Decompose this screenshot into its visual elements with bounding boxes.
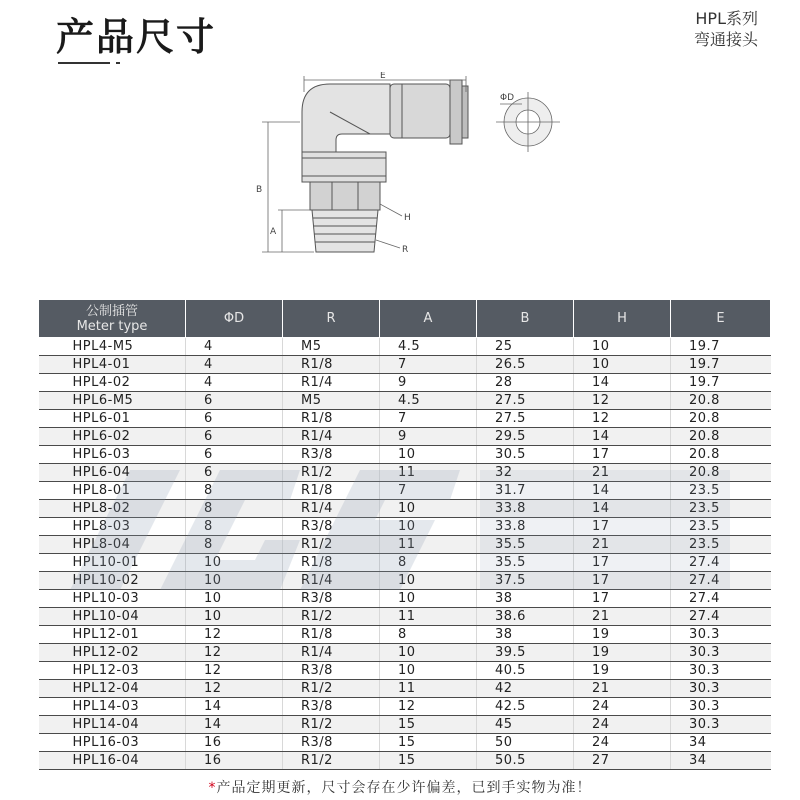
release-ring	[450, 80, 462, 144]
cell-h: 14	[574, 428, 671, 446]
table-row	[39, 608, 771, 626]
cell-h: 27	[574, 752, 671, 770]
header-b: B	[477, 300, 574, 338]
cell-model: HPL6-02	[39, 428, 186, 446]
title-underline	[58, 62, 110, 64]
cell-e: 27.4	[671, 608, 771, 626]
header-cell-line1: 公制插管	[85, 303, 138, 319]
cell-b: 35.5	[477, 536, 574, 554]
cell-a: 7	[380, 356, 477, 374]
table-row	[39, 428, 771, 446]
cell-thread: R3/8	[283, 662, 380, 680]
footnote-star: *	[208, 780, 217, 796]
cell-b: 50	[477, 734, 574, 752]
table-row	[39, 482, 771, 500]
cell-model: HPL12-02	[39, 644, 186, 662]
cell-thread: R3/8	[283, 590, 380, 608]
header-e: E	[671, 300, 771, 338]
table-row	[39, 464, 771, 482]
cell-e: 20.8	[671, 410, 771, 428]
header-a: A	[380, 300, 477, 338]
cell-b: 27.5	[477, 392, 574, 410]
cell-b: 38	[477, 626, 574, 644]
table-row	[39, 716, 771, 734]
dimension-table	[38, 299, 771, 770]
cell-b: 35.5	[477, 554, 574, 572]
cell-h: 21	[574, 608, 671, 626]
cell-h: 12	[574, 392, 671, 410]
table-row	[39, 446, 771, 464]
table-row	[39, 680, 771, 698]
label-H: H	[404, 213, 411, 223]
cell-thread: R1/8	[283, 410, 380, 428]
series-name: HPL系列	[695, 9, 758, 28]
page-title: 产品尺寸	[56, 15, 217, 59]
table-row	[39, 572, 771, 590]
cell-a: 9	[380, 428, 477, 446]
cell-a: 8	[380, 554, 477, 572]
cell-thread: R1/2	[283, 464, 380, 482]
table-row	[39, 536, 771, 554]
header-meter-type	[39, 300, 186, 338]
cell-e: 30.3	[671, 716, 771, 734]
cell-a: 15	[380, 716, 477, 734]
cell-diameter: 14	[186, 716, 283, 734]
elbow-body	[302, 84, 390, 152]
cell-e: 23.5	[671, 518, 771, 536]
cell-h: 21	[574, 464, 671, 482]
cell-a: 10	[380, 500, 477, 518]
series-label	[694, 8, 758, 50]
cell-diameter: 4	[186, 374, 283, 392]
cell-a: 7	[380, 482, 477, 500]
table-row	[39, 698, 771, 716]
cell-model: HPL8-02	[39, 500, 186, 518]
cell-model: HPL12-04	[39, 680, 186, 698]
cell-e: 30.3	[671, 698, 771, 716]
cell-b: 26.5	[477, 356, 574, 374]
cell-b: 33.8	[477, 500, 574, 518]
body-shank	[302, 152, 386, 182]
cell-b: 39.5	[477, 644, 574, 662]
thread-section	[312, 210, 378, 252]
cell-h: 19	[574, 644, 671, 662]
cell-model: HPL14-04	[39, 716, 186, 734]
cell-a: 4.5	[380, 338, 477, 356]
cell-b: 31.7	[477, 482, 574, 500]
cell-diameter: 10	[186, 590, 283, 608]
cell-b: 30.5	[477, 446, 574, 464]
cell-model: HPL6-04	[39, 464, 186, 482]
header-cell-line2: Meter type	[76, 318, 148, 334]
cell-diameter: 16	[186, 734, 283, 752]
table-row	[39, 410, 771, 428]
cell-b: 32	[477, 464, 574, 482]
cell-diameter: 6	[186, 464, 283, 482]
cell-diameter: 6	[186, 410, 283, 428]
cell-e: 34	[671, 734, 771, 752]
table-row	[39, 338, 771, 356]
series-description: 弯通接头	[693, 30, 758, 49]
cell-diameter: 16	[186, 752, 283, 770]
cell-thread: R1/2	[283, 680, 380, 698]
table-row	[39, 518, 771, 536]
table-row	[39, 500, 771, 518]
cell-h: 14	[574, 482, 671, 500]
table-row	[39, 734, 771, 752]
cell-diameter: 4	[186, 356, 283, 374]
title-underline-dot	[116, 62, 120, 64]
cell-e: 27.4	[671, 572, 771, 590]
label-E: E	[380, 72, 386, 81]
cell-model: HPL8-03	[39, 518, 186, 536]
table-row	[39, 626, 771, 644]
cell-model: HPL12-03	[39, 662, 186, 680]
cell-e: 20.8	[671, 446, 771, 464]
cell-e: 27.4	[671, 554, 771, 572]
cell-b: 38	[477, 590, 574, 608]
cell-h: 24	[574, 716, 671, 734]
cell-h: 12	[574, 410, 671, 428]
cell-model: HPL12-01	[39, 626, 186, 644]
cell-model: HPL10-04	[39, 608, 186, 626]
cell-diameter: 6	[186, 446, 283, 464]
cell-diameter: 10	[186, 608, 283, 626]
cell-a: 10	[380, 662, 477, 680]
cell-a: 11	[380, 680, 477, 698]
cell-thread: R1/4	[283, 572, 380, 590]
cell-model: HPL4-01	[39, 356, 186, 374]
cell-e: 19.7	[671, 374, 771, 392]
cell-thread: R1/8	[283, 554, 380, 572]
cell-thread: R1/8	[283, 626, 380, 644]
cell-thread: M5	[283, 338, 380, 356]
cell-h: 17	[574, 446, 671, 464]
cell-model: HPL16-03	[39, 734, 186, 752]
cell-thread: R1/2	[283, 716, 380, 734]
push-collar	[390, 84, 450, 138]
cell-thread: R1/4	[283, 428, 380, 446]
cell-e: 34	[671, 752, 771, 770]
cell-h: 14	[574, 374, 671, 392]
cell-a: 7	[380, 410, 477, 428]
cell-diameter: 6	[186, 428, 283, 446]
cell-b: 25	[477, 338, 574, 356]
cell-e: 20.8	[671, 392, 771, 410]
cell-h: 10	[574, 356, 671, 374]
cell-thread: R1/8	[283, 356, 380, 374]
cell-b: 33.8	[477, 518, 574, 536]
cell-e: 19.7	[671, 338, 771, 356]
header-diameter: ΦD	[186, 300, 283, 338]
cell-b: 40.5	[477, 662, 574, 680]
cell-diameter: 12	[186, 662, 283, 680]
label-D: ΦD	[500, 93, 515, 103]
cell-h: 14	[574, 500, 671, 518]
cell-h: 17	[574, 554, 671, 572]
cell-h: 24	[574, 698, 671, 716]
cell-h: 24	[574, 734, 671, 752]
cell-thread: M5	[283, 392, 380, 410]
header-h: H	[574, 300, 671, 338]
cell-e: 30.3	[671, 644, 771, 662]
cell-diameter: 8	[186, 518, 283, 536]
cell-a: 11	[380, 464, 477, 482]
cell-thread: R3/8	[283, 446, 380, 464]
cell-diameter: 12	[186, 626, 283, 644]
cell-a: 8	[380, 626, 477, 644]
cell-b: 50.5	[477, 752, 574, 770]
cell-e: 27.4	[671, 590, 771, 608]
cell-model: HPL4-M5	[39, 338, 186, 356]
cell-model: HPL6-03	[39, 446, 186, 464]
cell-e: 23.5	[671, 482, 771, 500]
cell-e: 23.5	[671, 500, 771, 518]
cell-h: 17	[574, 518, 671, 536]
cell-model: HPL10-03	[39, 590, 186, 608]
cell-a: 9	[380, 374, 477, 392]
cell-b: 38.6	[477, 608, 574, 626]
cell-e: 19.7	[671, 356, 771, 374]
table-row	[39, 644, 771, 662]
cell-e: 20.8	[671, 464, 771, 482]
cell-h: 19	[574, 626, 671, 644]
cell-diameter: 10	[186, 572, 283, 590]
cell-model: HPL10-02	[39, 572, 186, 590]
header-thread: R	[283, 300, 380, 338]
cell-thread: R1/4	[283, 500, 380, 518]
cell-diameter: 12	[186, 680, 283, 698]
table-header-row	[39, 300, 771, 338]
cell-b: 28	[477, 374, 574, 392]
cell-e: 30.3	[671, 626, 771, 644]
cell-thread: R1/2	[283, 752, 380, 770]
table-row	[39, 356, 771, 374]
cell-thread: R1/4	[283, 644, 380, 662]
footnote-text: 产品定期更新，尺寸会存在少许偏差，已到手实物为准！	[216, 780, 592, 796]
cell-diameter: 14	[186, 698, 283, 716]
table-row	[39, 392, 771, 410]
cell-e: 23.5	[671, 536, 771, 554]
cell-model: HPL4-02	[39, 374, 186, 392]
cell-thread: R3/8	[283, 698, 380, 716]
cell-a: 10	[380, 518, 477, 536]
cell-model: HPL6-M5	[39, 392, 186, 410]
cell-thread: R1/2	[283, 608, 380, 626]
cell-diameter: 12	[186, 644, 283, 662]
cell-model: HPL16-04	[39, 752, 186, 770]
cell-a: 10	[380, 590, 477, 608]
cell-thread: R1/4	[283, 374, 380, 392]
cell-h: 21	[574, 680, 671, 698]
cell-a: 15	[380, 734, 477, 752]
cell-diameter: 6	[186, 392, 283, 410]
cell-e: 30.3	[671, 662, 771, 680]
cell-e: 30.3	[671, 680, 771, 698]
cell-a: 10	[380, 446, 477, 464]
cell-b: 42	[477, 680, 574, 698]
cell-thread: R1/8	[283, 482, 380, 500]
cell-h: 10	[574, 338, 671, 356]
table-row	[39, 554, 771, 572]
cell-a: 10	[380, 572, 477, 590]
fitting-dimension-drawing	[230, 72, 590, 268]
cell-a: 10	[380, 644, 477, 662]
cell-model: HPL10-01	[39, 554, 186, 572]
cell-h: 21	[574, 536, 671, 554]
footnote	[0, 777, 800, 797]
table-row	[39, 662, 771, 680]
cell-thread: R3/8	[283, 734, 380, 752]
label-R: R	[402, 245, 409, 255]
cell-e: 20.8	[671, 428, 771, 446]
cell-b: 27.5	[477, 410, 574, 428]
cell-a: 12	[380, 698, 477, 716]
table-row	[39, 374, 771, 392]
cell-diameter: 8	[186, 536, 283, 554]
cell-h: 17	[574, 572, 671, 590]
cell-a: 11	[380, 536, 477, 554]
table-row	[39, 752, 771, 770]
hex-nut	[310, 182, 380, 210]
cell-b: 29.5	[477, 428, 574, 446]
cell-a: 15	[380, 752, 477, 770]
cell-diameter: 8	[186, 500, 283, 518]
table-row	[39, 590, 771, 608]
cell-h: 19	[574, 662, 671, 680]
cell-a: 11	[380, 608, 477, 626]
cell-b: 37.5	[477, 572, 574, 590]
cell-model: HPL8-01	[39, 482, 186, 500]
label-B: B	[256, 185, 263, 195]
cell-diameter: 4	[186, 338, 283, 356]
cell-b: 45	[477, 716, 574, 734]
cell-a: 4.5	[380, 392, 477, 410]
cell-b: 42.5	[477, 698, 574, 716]
cell-thread: R1/2	[283, 536, 380, 554]
cell-thread: R3/8	[283, 518, 380, 536]
label-A: A	[270, 227, 277, 237]
release-ring-lip	[462, 86, 468, 138]
cell-diameter: 10	[186, 554, 283, 572]
cell-diameter: 8	[186, 482, 283, 500]
cell-model: HPL14-03	[39, 698, 186, 716]
cell-model: HPL8-04	[39, 536, 186, 554]
cell-model: HPL6-01	[39, 410, 186, 428]
cell-h: 17	[574, 590, 671, 608]
